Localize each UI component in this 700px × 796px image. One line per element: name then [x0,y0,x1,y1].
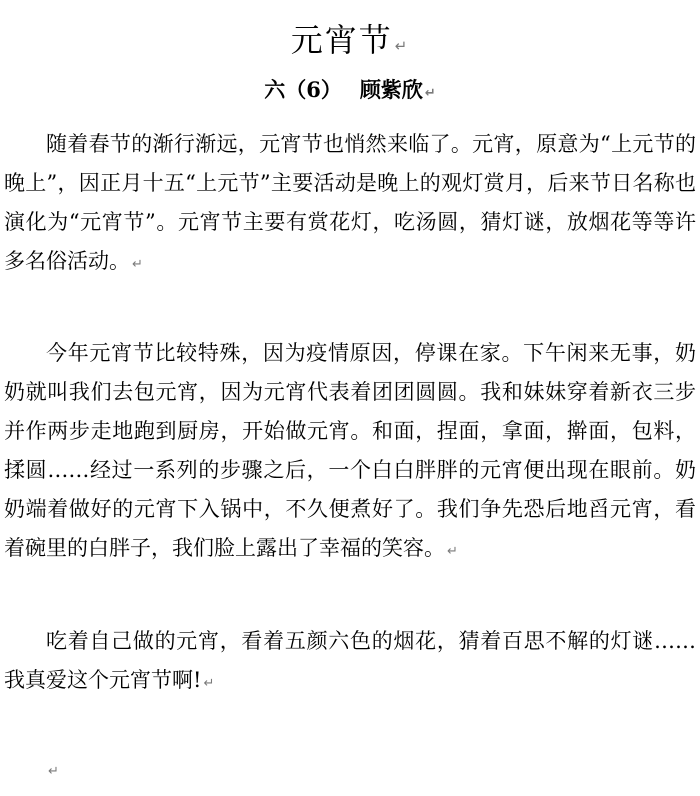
document-title [0,18,700,68]
paragraph-text: 今年元宵节比较特殊，因为疫情原因，停课在家。下午闲来无事，奶奶就叫我们去包元宵，因为元宵代表着团团圆圆。我和妹妹穿着新衣三步并作两步走地跑到厨房，开始做元宵。和面，捏面，拿面，擀面，包料，揉圆……经过一系列的步骤之后，一个白白胖胖的元宵便出现在眼前。奶奶端着做好的元宵下入锅中，不久便煮好了。我们争先恐后地舀元宵，看着碗里的白胖子，我们脸上露出了幸福的笑容。 [4,341,696,560]
paragraph-2 [4,334,696,571]
paragraph-mark-icon: ↵ [424,86,436,101]
paragraph-mark-icon: ↵ [203,676,215,691]
paragraph-text: 吃着自己做的元宵，看着五颜六色的烟花，猜着百思不解的灯谜……我真爱这个元宵节啊! [4,629,696,692]
title-text: 元宵节 [290,21,393,59]
empty-paragraph [46,760,59,779]
author-name: 顾紫欣 [359,77,423,102]
paragraph-mark-icon: ↵ [132,257,143,272]
paragraph-1 [4,125,696,284]
class-label: 六（6） [264,77,342,102]
author-byline [0,74,700,110]
paragraph-3 [4,622,696,703]
paragraph-mark-icon: ↵ [447,544,458,559]
paragraph-mark-icon: ↵ [48,764,59,779]
paragraph-mark-icon: ↵ [394,37,410,55]
paragraph-text: 随着春节的渐行渐远，元宵节也悄然来临了。元宵，原意为“上元节的晚上”，因正月十五“上元节”主要活动是晚上的观灯赏月，后来节日名称也演化为“元宵节”。元宵节主要有赏花灯，吃汤圆，猜灯谜，放烟花等等许多名俗活动。 [4,132,696,273]
